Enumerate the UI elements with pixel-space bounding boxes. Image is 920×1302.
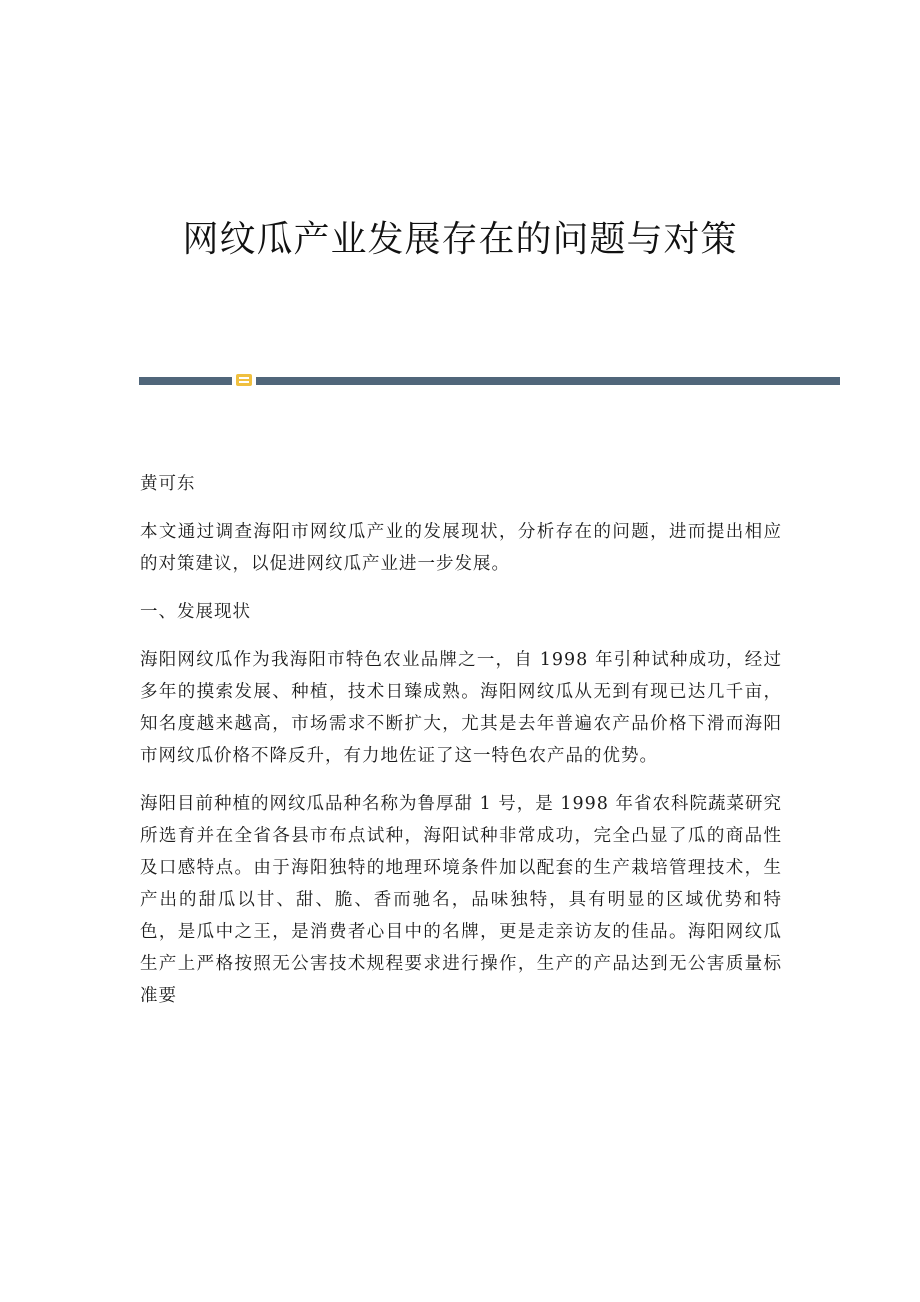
divider-left-bar	[139, 377, 232, 385]
author-name: 黄可东	[140, 474, 196, 494]
section-heading: 一、发展现状	[140, 602, 251, 622]
body-paragraph: 海阳网纹瓜作为我海阳市特色农业品牌之一，自 1998 年引种试种成功，经过多年的摸索发展、种植，技术日臻成熟。海阳网纹瓜从无到有现已达几千亩，知名度越来越高，市场需求不断扩大，尤其是去年普遍农产品价格下滑而海阳市网纹瓜价格不降反升，有力地佐证了这一特色农产品的优势。	[140, 650, 782, 766]
abstract-paragraph: 本文通过调查海阳市网纹瓜产业的发展现状，分析存在的问题，进而提出相应的对策建议，以促进网纹瓜产业进一步发展。	[140, 522, 782, 574]
divider-right-bar	[256, 377, 840, 385]
document-body	[140, 468, 782, 1028]
title-divider	[0, 374, 920, 386]
body-paragraph: 海阳目前种植的网纹瓜品种名称为鲁厚甜 1 号，是 1998 年省农科院蔬菜研究所选育并在全省各县市布点试种，海阳试种非常成功，完全凸显了瓜的商品性及口感特点。由于海阳独特的地理环境条件加以配套的生产栽培管理技术，生产出的甜瓜以甘、甜、脆、香而驰名，品味独特，具有明显的区域优势和特色，是瓜中之王，是消费者心目中的名牌，更是走亲访友的佳品。海阳网纹瓜生产上严格按照无公害技术规程要求进行操作，生产的产品达到无公害质量标准要	[140, 794, 782, 1006]
document-title: 网纹瓜产业发展存在的问题与对策	[182, 219, 738, 260]
divider-ornament-icon	[236, 374, 252, 386]
